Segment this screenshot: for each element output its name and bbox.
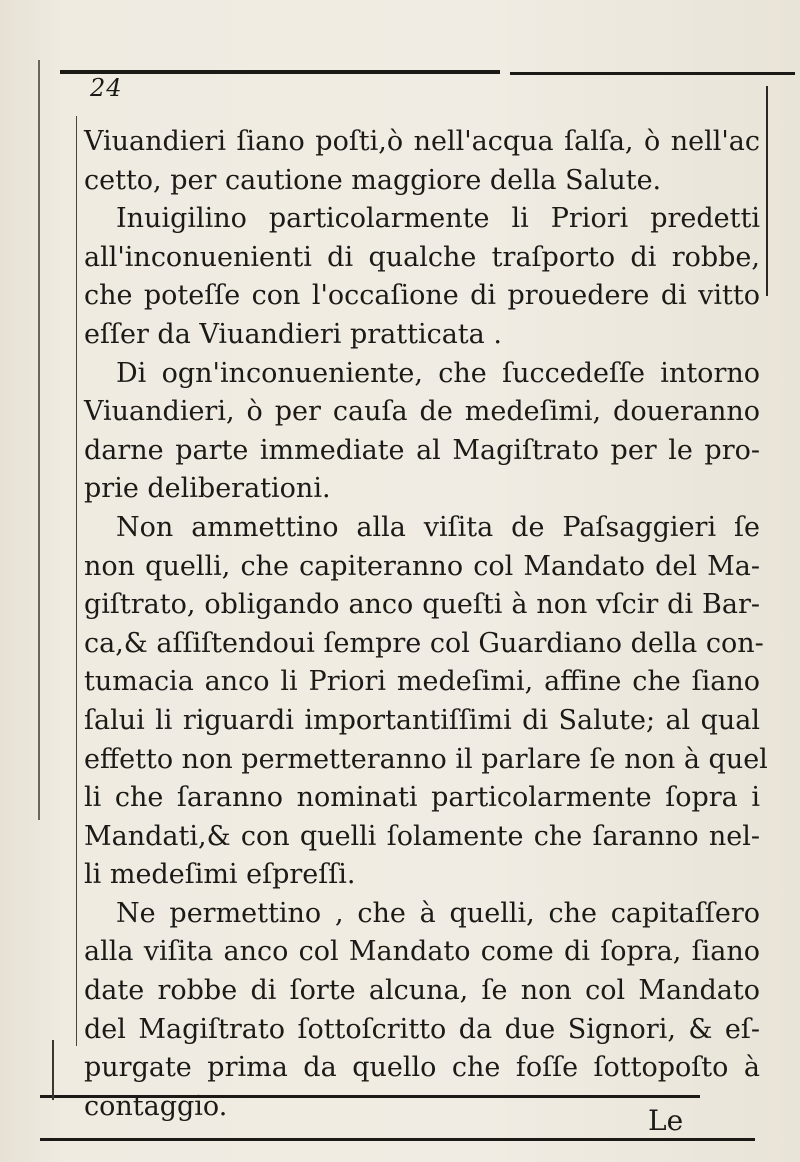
catchword: Le: [648, 1104, 684, 1137]
text-line: eſſer da Viuandieri pratticata .: [84, 318, 502, 350]
bottom-rule-lower: [40, 1138, 755, 1141]
right-margin-rule: [766, 86, 768, 296]
text-line: Di ogn'inconueniente, che ſuccedeſſe intorno: [116, 357, 760, 389]
text-line: Inuigilino particolarmente li Priori predetti: [116, 203, 760, 235]
text-line: Viuandieri, ò per cauſa de medeſimi, doueranno: [84, 396, 760, 428]
text-line: Viuandieri ſiano poſti,ò nell'acqua ſalſa, ò nell'ac: [84, 126, 760, 157]
text-line: del Magiſtrato ſottoſcritto da due Signori, & eſ-: [84, 1013, 760, 1045]
text-line: non quelli, che capiteranno col Mandato del Ma-: [84, 550, 760, 582]
text-line: all'inconuenienti di qualche traſporto di robbe,: [84, 241, 760, 273]
text-line: prie deliberationi.: [84, 473, 331, 505]
text-line: Ne permettino , che à quelli, che capitaſſero: [116, 897, 760, 929]
text-line: li medeſimi eſpreſſi.: [84, 859, 356, 891]
text-line: effetto non permetteranno il parlare ſe non à quel: [84, 743, 768, 775]
text-line: contaggio.: [84, 1090, 228, 1122]
page-number: 24: [90, 74, 123, 102]
text-line: li che ſaranno nominati particolarmente ſopra i: [84, 782, 760, 814]
inner-frame-rule: [76, 116, 77, 1046]
text-line: purgate prima da quello che foſſe ſottopoſto à: [84, 1052, 760, 1084]
top-rule-right: [510, 72, 795, 75]
text-line: che poteſſe con l'occaſione di prouedere di vitto: [84, 280, 760, 312]
top-rule-left: [60, 70, 500, 74]
body-text: [84, 123, 768, 1126]
text-line: alla viſita anco col Mandato come di ſopra, ſiano: [84, 936, 760, 968]
text-line: ſalui li riguardi importantiſſimi di Salute; al qual: [84, 704, 760, 736]
text-line: giſtrato, obligando anco queſti à non vſcir di Bar-: [84, 589, 760, 621]
text-line: cetto, per cautione maggiore della Salute.: [84, 164, 662, 196]
bottom-left-rule: [52, 1040, 54, 1100]
left-margin-rule: [38, 60, 40, 820]
text-line: date robbe di ſorte alcuna, ſe non col Mandato: [84, 975, 760, 1007]
text-line: Non ammettino alla viſita de Paſsaggieri ſe: [116, 511, 760, 543]
text-line: ca,& aſſiſtendoui ſempre col Guardiano della con-: [84, 627, 764, 659]
text-line: Mandati,& con quelli ſolamente che ſaranno nel-: [84, 820, 760, 852]
text-line: tumacia anco li Priori medeſimi, affine che ſiano: [84, 666, 760, 698]
text-line: darne parte immediate al Magiſtrato per le pro-: [84, 434, 760, 466]
